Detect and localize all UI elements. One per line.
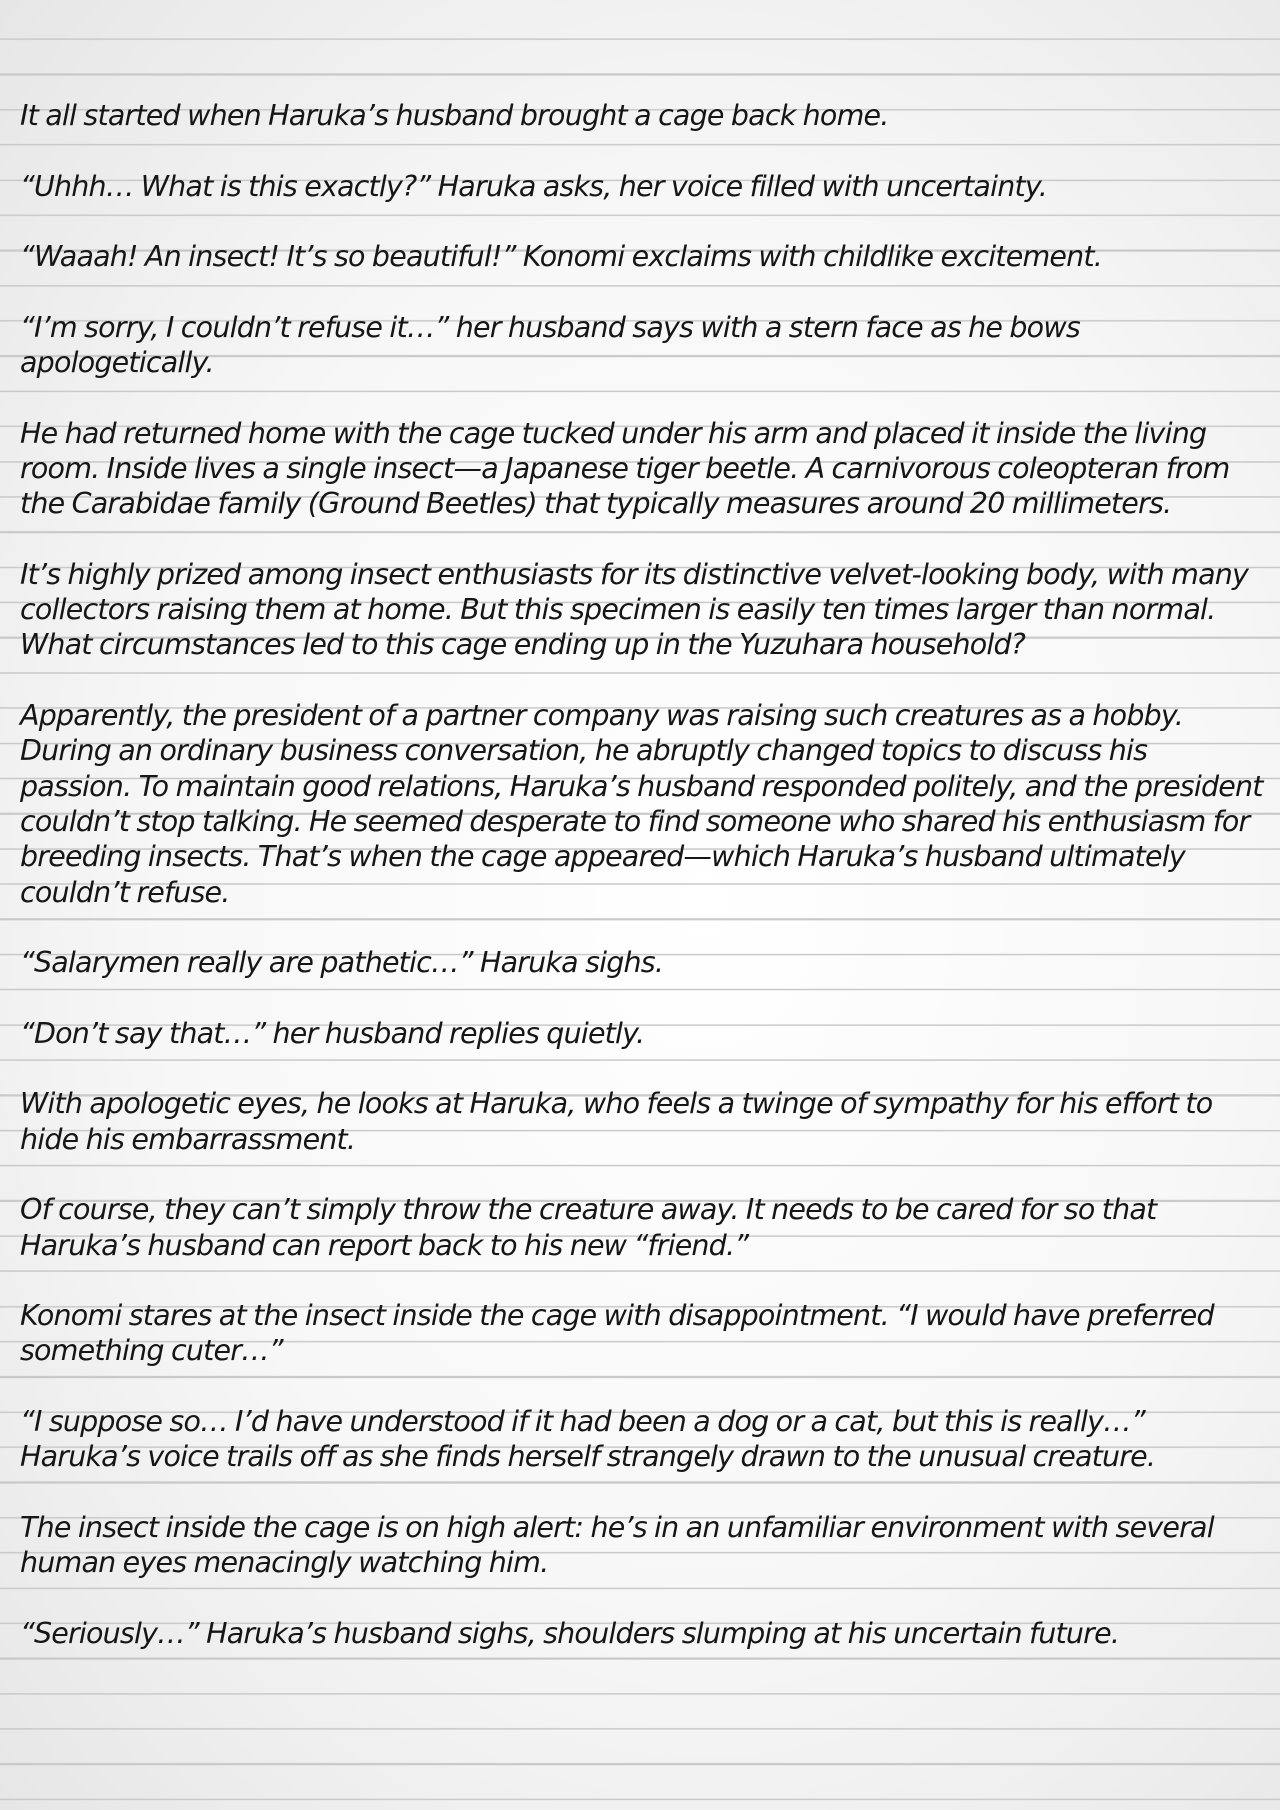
paragraph-6: It’s highly prized among insect enthusiasts for its distinctive velvet-looking body, with many collectors raising them at home. But this specimen is easily ten times larger than normal. What circumstances led to this cage ending up in the Yuzuhara household? — [20, 557, 1249, 662]
paragraph-15: “Seriously…” Haruka’s husband sighs, shoulders slumping at his uncertain future. — [20, 1616, 1120, 1650]
paragraph-11: Of course, they can’t simply throw the creature away. It needs to be cared for so that Haruka’s husband can report back to his new “friend.” — [20, 1193, 1157, 1262]
paragraph-7: Apparently, the president of a partner company was raising such creatures as a hobby. During an ordinary business conversation, he abruptly changed topics to discuss his passion. To maintain good relations, Haruka’s husband responded politely, and the president couldn’t stop talking. He seemed desperate to find someone who shared his enthusiasm for breeding insects. That’s when the cage appeared—which Haruka’s husband ultimately couldn’t refuse. — [20, 699, 1263, 909]
paragraph-12: Konomi stares at the insect inside the cage with disappointment. “I would have preferred something cuter…” — [20, 1299, 1214, 1368]
paragraph-13: “I suppose so… I’d have understood if it had been a dog or a cat, but this is really…” Haruka’s voice trails off as she finds herself strangely drawn to the unusual creature. — [20, 1404, 1156, 1474]
paragraph-4: “I’m sorry, I couldn’t refuse it…” her husband says with a stern face as he bows apologetically. — [20, 310, 1080, 380]
paragraph-9: “Don’t say that…” her husband replies quietly. — [20, 1016, 645, 1050]
paragraph-5: He had returned home with the cage tucked under his arm and placed it inside the living room. Inside lives a single insect—a Japanese tiger beetle. A carnivorous coleopteran from the Carabidae family (Ground Beetles) that typically measures around 20 millimeters. — [20, 416, 1230, 521]
paragraph-10: With apologetic eyes, he looks at Haruka, who feels a twinge of sympathy for his effort to hide his embarrassment. — [20, 1087, 1213, 1156]
paragraph-1: It all started when Haruka’s husband brought a cage back home. — [20, 99, 889, 132]
paragraph-14: The insect inside the cage is on high alert: he’s in an unfamiliar environment with several human eyes menacingly watching him. — [20, 1510, 1214, 1580]
paragraph-2: “Uhhh… What is this exactly?” Haruka asks, her voice filled with uncertainty. — [20, 169, 1047, 203]
paragraph-8: “Salarymen really are pathetic…” Haruka sighs. — [20, 946, 664, 980]
paragraph-3: “Waaah! An insect! It’s so beautiful!” Konomi exclaims with childlike excitement. — [20, 240, 1103, 274]
story-text — [20, 98, 1265, 1686]
